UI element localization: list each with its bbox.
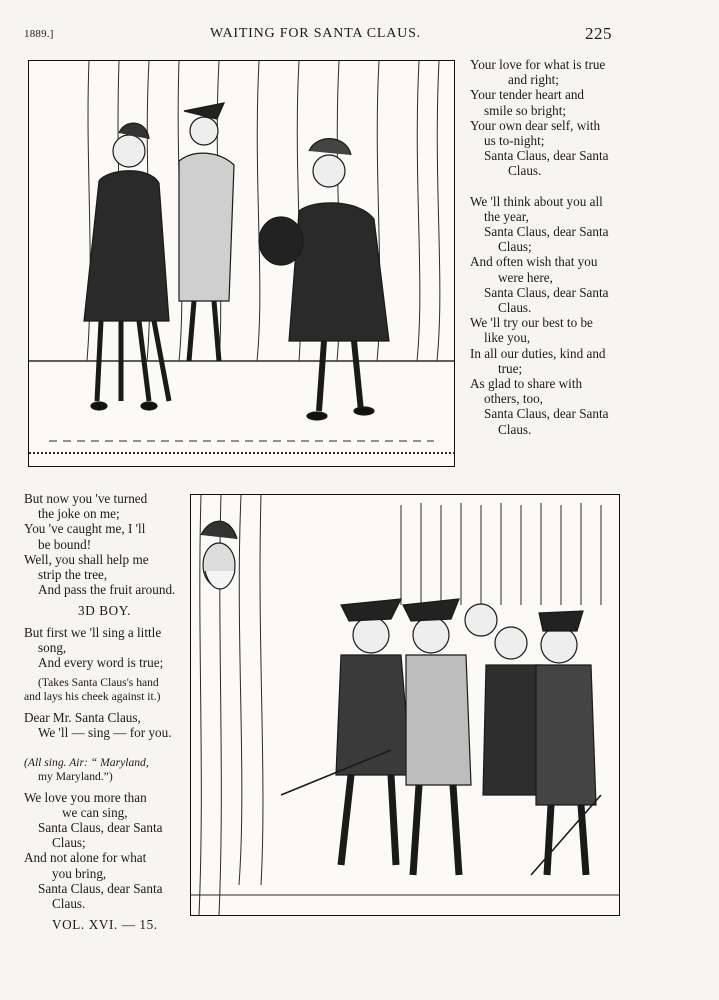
poem-line: In all our duties, kind and (470, 345, 606, 361)
poem-line: like you, (484, 330, 531, 346)
poem-line: Your own dear self, with (470, 117, 601, 133)
header-title: WAITING FOR SANTA CLAUS. (210, 26, 421, 41)
song-line: Claus; (52, 835, 86, 851)
song-line: Santa Claus, dear Santa (38, 880, 163, 896)
song-line: you bring, (52, 865, 107, 881)
poem-line: We 'll think about you all (470, 193, 603, 209)
poem-line: the year, (484, 208, 529, 224)
children-engraving (191, 495, 619, 915)
poem-line: Santa Claus, dear Santa (484, 148, 609, 164)
poem-line: Claus. (508, 163, 542, 179)
stage-direction: (Takes Santa Claus's hand (38, 676, 159, 690)
song-line: Santa Claus, dear Santa (38, 820, 163, 836)
poem-line: us to-night; (484, 133, 545, 149)
poem-line: others, too, (484, 391, 543, 407)
girls-engraving (29, 61, 454, 466)
left-column-dialogue (24, 491, 184, 932)
illustration-girls-at-curtain (28, 60, 455, 467)
song-direction: my Maryland.”) (38, 769, 113, 783)
song-line: We love you more than (24, 789, 147, 805)
dialogue-line: Well, you shall help me (24, 551, 149, 567)
speaker-label: 3D BOY. (78, 603, 132, 619)
song-line: we can sing, (62, 804, 128, 820)
poem-line: and right; (508, 72, 559, 88)
page-number: 225 (585, 24, 612, 43)
poem-line: were here, (498, 269, 553, 285)
poem-line: Your love for what is true (470, 57, 606, 72)
dialogue-line: You 've caught me, I 'll (24, 521, 146, 537)
dialogue-line: We 'll — sing — for you. (38, 725, 172, 741)
volume-number: VOL. XVI. — 15. (52, 917, 158, 933)
poem-line: Santa Claus, dear Santa (484, 284, 609, 300)
right-column-poem (470, 57, 626, 437)
dialogue-line: And pass the fruit around. (38, 582, 176, 598)
dialogue-line: the joke on me; (38, 506, 120, 522)
poem-line: Claus. (498, 421, 532, 437)
dialogue-line: But first we 'll sing a little (24, 624, 162, 640)
poem-line: Santa Claus, dear Santa (484, 224, 609, 240)
stage-direction: and lays his cheek against it.) (24, 690, 161, 704)
poem-line: Santa Claus, dear Santa (484, 406, 609, 422)
song-line: Claus. (52, 896, 86, 912)
song-direction: (All sing. Air: “ Maryland, (24, 755, 149, 769)
poem-line: smile so bright; (484, 102, 567, 118)
illustration-children-santa-peeking (190, 494, 620, 916)
poem-line: Claus; (498, 239, 532, 255)
dialogue-line: And every word is true; (38, 655, 164, 671)
poem-line: Claus. (498, 300, 532, 316)
dialogue-line: be bound! (38, 536, 92, 552)
song-line: And not alone for what (24, 850, 147, 866)
dialogue-line: Dear Mr. Santa Claus, (24, 710, 141, 726)
dialogue-line: But now you 've turned (24, 491, 148, 506)
poem-line: And often wish that you (470, 254, 598, 270)
header-year: 1889.] (24, 28, 54, 40)
dialogue-line: song, (38, 639, 67, 655)
dialogue-line: strip the tree, (38, 567, 108, 583)
poem-line: As glad to share with (470, 376, 583, 392)
poem-line: Your tender heart and (470, 87, 585, 103)
poem-line: true; (498, 360, 523, 376)
poem-line: We 'll try our best to be (470, 315, 593, 331)
